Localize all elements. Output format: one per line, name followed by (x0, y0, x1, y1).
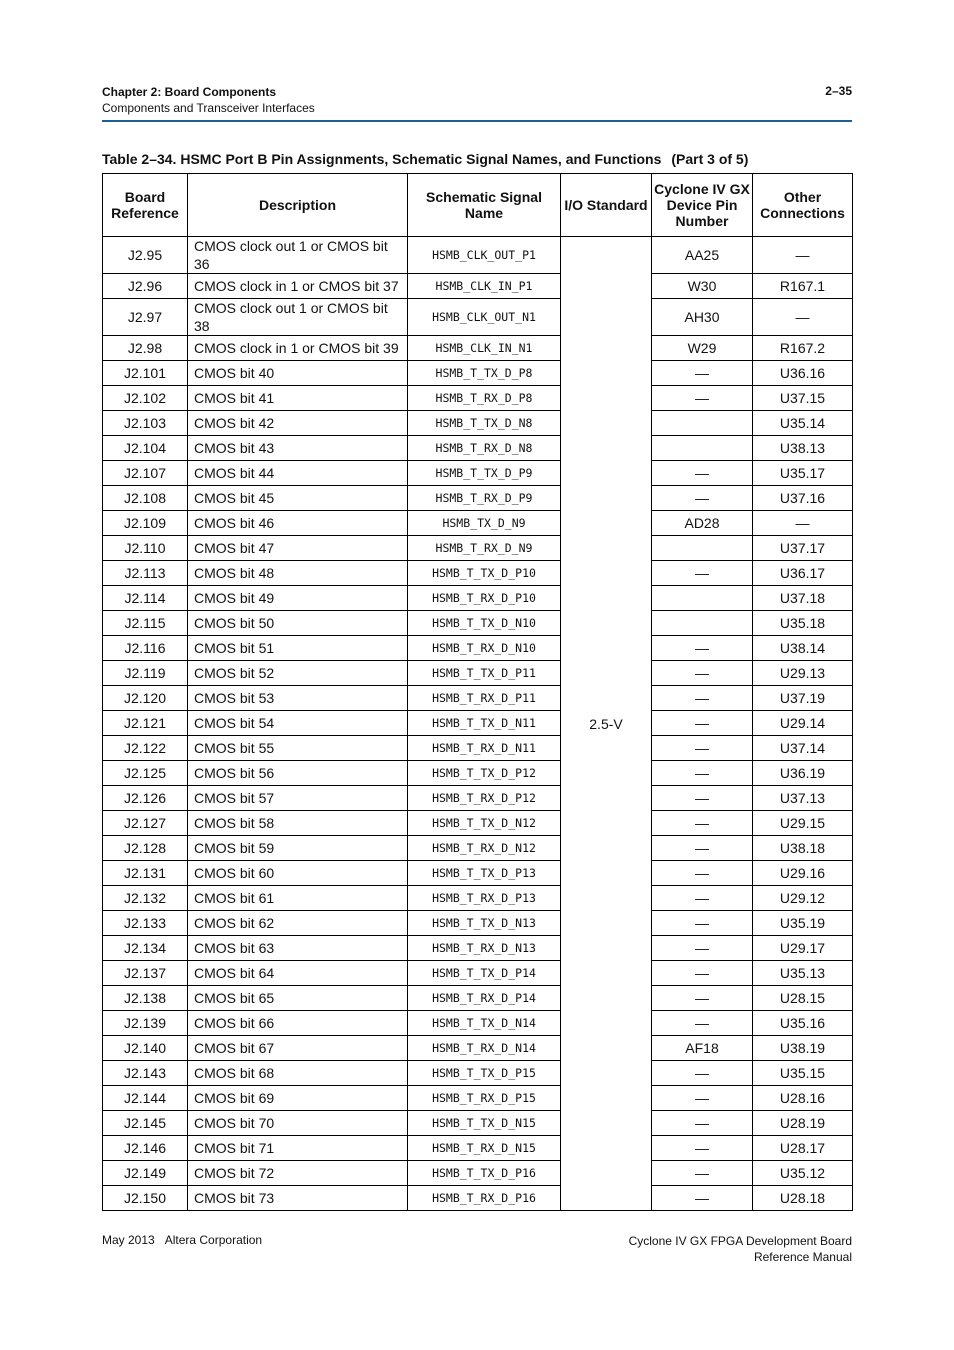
signal-name-cell: HSMB_T_TX_D_P11 (408, 661, 561, 686)
col-header-other-connections: Other Connections (753, 174, 853, 237)
board-reference-cell: J2.139 (103, 1011, 188, 1036)
board-reference-cell: J2.107 (103, 461, 188, 486)
device-pin-cell (652, 611, 753, 636)
device-pin-cell: — (652, 1186, 753, 1211)
board-reference-cell: J2.109 (103, 511, 188, 536)
signal-name-cell: HSMB_T_RX_D_P10 (408, 586, 561, 611)
table-row (103, 461, 853, 486)
device-pin-cell: — (652, 861, 753, 886)
table-row (103, 811, 853, 836)
signal-name-cell: HSMB_T_TX_D_N15 (408, 1111, 561, 1136)
other-connections-cell: U28.18 (753, 1186, 853, 1211)
device-pin-cell: — (652, 1061, 753, 1086)
table-row (103, 611, 853, 636)
device-pin-cell: — (652, 886, 753, 911)
table-row (103, 1011, 853, 1036)
board-reference-cell: J2.131 (103, 861, 188, 886)
device-pin-cell: AH30 (652, 299, 753, 336)
signal-name-cell: HSMB_T_RX_D_P15 (408, 1086, 561, 1111)
description-cell: CMOS bit 70 (188, 1111, 408, 1136)
device-pin-cell: — (652, 486, 753, 511)
col-header-device-pin-number: Cyclone IV GX Device Pin Number (652, 174, 753, 237)
device-pin-cell: — (652, 1111, 753, 1136)
device-pin-cell: — (652, 686, 753, 711)
board-reference-cell: J2.101 (103, 361, 188, 386)
board-reference-cell: J2.121 (103, 711, 188, 736)
description-cell: CMOS bit 72 (188, 1161, 408, 1186)
description-cell: CMOS bit 71 (188, 1136, 408, 1161)
board-reference-cell: J2.95 (103, 237, 188, 274)
signal-name-cell: HSMB_T_RX_D_P8 (408, 386, 561, 411)
other-connections-cell: U38.19 (753, 1036, 853, 1061)
description-cell: CMOS bit 66 (188, 1011, 408, 1036)
board-reference-cell: J2.113 (103, 561, 188, 586)
signal-name-cell: HSMB_T_TX_D_P8 (408, 361, 561, 386)
board-reference-cell: J2.134 (103, 936, 188, 961)
device-pin-cell (652, 411, 753, 436)
other-connections-cell: U29.16 (753, 861, 853, 886)
signal-name-cell: HSMB_T_RX_D_N13 (408, 936, 561, 961)
board-reference-cell: J2.119 (103, 661, 188, 686)
signal-name-cell: HSMB_T_RX_D_P16 (408, 1186, 561, 1211)
other-connections-cell: U37.14 (753, 736, 853, 761)
signal-name-cell: HSMB_T_TX_D_P13 (408, 861, 561, 886)
description-cell: CMOS bit 60 (188, 861, 408, 886)
table-row (103, 986, 853, 1011)
signal-name-cell: HSMB_T_TX_D_N8 (408, 411, 561, 436)
device-pin-cell (652, 536, 753, 561)
signal-name-cell: HSMB_CLK_OUT_P1 (408, 237, 561, 274)
table-body (103, 237, 853, 1211)
table-row (103, 786, 853, 811)
other-connections-cell: U35.18 (753, 611, 853, 636)
device-pin-cell: — (652, 461, 753, 486)
footer-date: May 2013 (102, 1233, 155, 1247)
table-row (103, 436, 853, 461)
table-row (103, 1136, 853, 1161)
device-pin-cell: — (652, 1011, 753, 1036)
other-connections-cell: U29.12 (753, 886, 853, 911)
signal-name-cell: HSMB_T_RX_D_P14 (408, 986, 561, 1011)
running-header (102, 84, 315, 116)
other-connections-cell: U38.14 (753, 636, 853, 661)
other-connections-cell: U35.17 (753, 461, 853, 486)
description-cell: CMOS clock out 1 or CMOS bit 36 (188, 237, 408, 274)
footer-left (102, 1233, 262, 1247)
page-number: 2–35 (825, 84, 852, 98)
table-row (103, 1061, 853, 1086)
other-connections-cell: U28.15 (753, 986, 853, 1011)
table-row (103, 711, 853, 736)
other-connections-cell: U37.16 (753, 486, 853, 511)
description-cell: CMOS bit 44 (188, 461, 408, 486)
board-reference-cell: J2.149 (103, 1161, 188, 1186)
board-reference-cell: J2.116 (103, 636, 188, 661)
table-row (103, 886, 853, 911)
table-header-row (103, 174, 853, 237)
device-pin-cell: — (652, 986, 753, 1011)
device-pin-cell: — (652, 386, 753, 411)
table-row (103, 511, 853, 536)
device-pin-cell: — (652, 936, 753, 961)
description-cell: CMOS bit 46 (188, 511, 408, 536)
table-row (103, 386, 853, 411)
device-pin-cell: — (652, 1136, 753, 1161)
device-pin-cell: — (652, 811, 753, 836)
chapter-title: Chapter 2: Board Components (102, 85, 277, 99)
table-row (103, 686, 853, 711)
board-reference-cell: J2.96 (103, 274, 188, 299)
board-reference-cell: J2.108 (103, 486, 188, 511)
other-connections-cell: U28.17 (753, 1136, 853, 1161)
device-pin-cell: W29 (652, 336, 753, 361)
other-connections-cell: U37.19 (753, 686, 853, 711)
device-pin-cell: AF18 (652, 1036, 753, 1061)
board-reference-cell: J2.125 (103, 761, 188, 786)
other-connections-cell: U37.15 (753, 386, 853, 411)
board-reference-cell: J2.138 (103, 986, 188, 1011)
board-reference-cell: J2.143 (103, 1061, 188, 1086)
table-row (103, 936, 853, 961)
other-connections-cell: U29.14 (753, 711, 853, 736)
other-connections-cell: U35.19 (753, 911, 853, 936)
table-row (103, 336, 853, 361)
board-reference-cell: J2.133 (103, 911, 188, 936)
signal-name-cell: HSMB_T_RX_D_P12 (408, 786, 561, 811)
col-header-description: Description (188, 174, 408, 237)
other-connections-cell: U29.13 (753, 661, 853, 686)
signal-name-cell: HSMB_CLK_OUT_N1 (408, 299, 561, 336)
description-cell: CMOS bit 57 (188, 786, 408, 811)
signal-name-cell: HSMB_T_TX_D_P14 (408, 961, 561, 986)
signal-name-cell: HSMB_T_TX_D_P16 (408, 1161, 561, 1186)
other-connections-cell: U36.19 (753, 761, 853, 786)
signal-name-cell: HSMB_T_RX_D_N8 (408, 436, 561, 461)
table-caption-part: (Part 3 of 5) (671, 151, 749, 167)
device-pin-cell: — (652, 911, 753, 936)
signal-name-cell: HSMB_T_RX_D_N11 (408, 736, 561, 761)
footer-doc-subtitle: Reference Manual (753, 1250, 852, 1264)
description-cell: CMOS bit 69 (188, 1086, 408, 1111)
other-connections-cell: R167.2 (753, 336, 853, 361)
other-connections-cell: U35.15 (753, 1061, 853, 1086)
device-pin-cell: — (652, 1161, 753, 1186)
other-connections-cell: U37.13 (753, 786, 853, 811)
board-reference-cell: J2.132 (103, 886, 188, 911)
description-cell: CMOS bit 42 (188, 411, 408, 436)
signal-name-cell: HSMB_T_TX_D_P12 (408, 761, 561, 786)
table-row (103, 561, 853, 586)
pin-assignment-table (102, 173, 853, 1211)
description-cell: CMOS bit 59 (188, 836, 408, 861)
board-reference-cell: J2.137 (103, 961, 188, 986)
table-row (103, 1186, 853, 1211)
board-reference-cell: J2.146 (103, 1136, 188, 1161)
table-row (103, 736, 853, 761)
device-pin-cell: — (652, 736, 753, 761)
description-cell: CMOS bit 73 (188, 1186, 408, 1211)
device-pin-cell (652, 586, 753, 611)
device-pin-cell: — (652, 711, 753, 736)
board-reference-cell: J2.110 (103, 536, 188, 561)
table-row (103, 1086, 853, 1111)
description-cell: CMOS bit 43 (188, 436, 408, 461)
description-cell: CMOS bit 65 (188, 986, 408, 1011)
device-pin-cell: W30 (652, 274, 753, 299)
description-cell: CMOS bit 58 (188, 811, 408, 836)
signal-name-cell: HSMB_T_TX_D_N11 (408, 711, 561, 736)
signal-name-cell: HSMB_T_RX_D_P9 (408, 486, 561, 511)
board-reference-cell: J2.102 (103, 386, 188, 411)
table-row (103, 536, 853, 561)
description-cell: CMOS bit 56 (188, 761, 408, 786)
board-reference-cell: J2.103 (103, 411, 188, 436)
description-cell: CMOS bit 50 (188, 611, 408, 636)
description-cell: CMOS bit 51 (188, 636, 408, 661)
signal-name-cell: HSMB_T_RX_D_P13 (408, 886, 561, 911)
table-caption-title: Table 2–34. HSMC Port B Pin Assignments, Schematic Signal Names, and Functions (102, 151, 662, 167)
signal-name-cell: HSMB_T_TX_D_N12 (408, 811, 561, 836)
other-connections-cell: U35.12 (753, 1161, 853, 1186)
device-pin-cell: — (652, 761, 753, 786)
description-cell: CMOS bit 52 (188, 661, 408, 686)
signal-name-cell: HSMB_T_TX_D_N13 (408, 911, 561, 936)
other-connections-cell: U38.18 (753, 836, 853, 861)
table-row (103, 237, 853, 274)
signal-name-cell: HSMB_T_RX_D_N12 (408, 836, 561, 861)
table-row (103, 1036, 853, 1061)
col-header-io-standard: I/O Standard (561, 174, 652, 237)
table-row (103, 836, 853, 861)
board-reference-cell: J2.114 (103, 586, 188, 611)
signal-name-cell: HSMB_T_TX_D_N10 (408, 611, 561, 636)
signal-name-cell: HSMB_T_RX_D_N9 (408, 536, 561, 561)
header-rule (102, 120, 852, 122)
signal-name-cell: HSMB_TX_D_N9 (408, 511, 561, 536)
description-cell: CMOS bit 41 (188, 386, 408, 411)
table-row (103, 661, 853, 686)
device-pin-cell: — (652, 361, 753, 386)
signal-name-cell: HSMB_T_TX_D_P15 (408, 1061, 561, 1086)
other-connections-cell: U28.16 (753, 1086, 853, 1111)
device-pin-cell: AD28 (652, 511, 753, 536)
table-row (103, 361, 853, 386)
description-cell: CMOS bit 67 (188, 1036, 408, 1061)
table-caption (102, 151, 748, 167)
signal-name-cell: HSMB_T_RX_D_N15 (408, 1136, 561, 1161)
description-cell: CMOS bit 53 (188, 686, 408, 711)
description-cell: CMOS bit 54 (188, 711, 408, 736)
device-pin-cell: — (652, 661, 753, 686)
description-cell: CMOS clock in 1 or CMOS bit 39 (188, 336, 408, 361)
description-cell: CMOS bit 55 (188, 736, 408, 761)
board-reference-cell: J2.127 (103, 811, 188, 836)
table-row (103, 636, 853, 661)
description-cell: CMOS clock in 1 or CMOS bit 37 (188, 274, 408, 299)
other-connections-cell: — (753, 511, 853, 536)
other-connections-cell: U38.13 (753, 436, 853, 461)
table-row (103, 911, 853, 936)
device-pin-cell: — (652, 561, 753, 586)
table-row (103, 761, 853, 786)
signal-name-cell: HSMB_T_TX_D_P9 (408, 461, 561, 486)
table-row (103, 274, 853, 299)
board-reference-cell: J2.150 (103, 1186, 188, 1211)
board-reference-cell: J2.144 (103, 1086, 188, 1111)
description-cell: CMOS clock out 1 or CMOS bit 38 (188, 299, 408, 336)
other-connections-cell: U37.17 (753, 536, 853, 561)
footer-doc-title: Cyclone IV GX FPGA Development Board (628, 1234, 852, 1248)
board-reference-cell: J2.145 (103, 1111, 188, 1136)
table-row (103, 586, 853, 611)
description-cell: CMOS bit 47 (188, 536, 408, 561)
board-reference-cell: J2.126 (103, 786, 188, 811)
device-pin-cell: — (652, 961, 753, 986)
other-connections-cell: U29.17 (753, 936, 853, 961)
device-pin-cell (652, 436, 753, 461)
other-connections-cell: R167.1 (753, 274, 853, 299)
board-reference-cell: J2.97 (103, 299, 188, 336)
device-pin-cell: — (652, 636, 753, 661)
description-cell: CMOS bit 61 (188, 886, 408, 911)
signal-name-cell: HSMB_T_TX_D_P10 (408, 561, 561, 586)
signal-name-cell: HSMB_T_RX_D_N10 (408, 636, 561, 661)
signal-name-cell: HSMB_T_RX_D_P11 (408, 686, 561, 711)
description-cell: CMOS bit 48 (188, 561, 408, 586)
table-row (103, 486, 853, 511)
description-cell: CMOS bit 62 (188, 911, 408, 936)
col-header-board-reference: Board Reference (103, 174, 188, 237)
description-cell: CMOS bit 45 (188, 486, 408, 511)
other-connections-cell: U37.18 (753, 586, 853, 611)
other-connections-cell: U36.16 (753, 361, 853, 386)
board-reference-cell: J2.122 (103, 736, 188, 761)
other-connections-cell: — (753, 237, 853, 274)
board-reference-cell: J2.128 (103, 836, 188, 861)
description-cell: CMOS bit 40 (188, 361, 408, 386)
description-cell: CMOS bit 63 (188, 936, 408, 961)
other-connections-cell: U35.16 (753, 1011, 853, 1036)
description-cell: CMOS bit 68 (188, 1061, 408, 1086)
other-connections-cell: — (753, 299, 853, 336)
device-pin-cell: — (652, 836, 753, 861)
io-standard-cell: 2.5-V (561, 237, 652, 1211)
other-connections-cell: U36.17 (753, 561, 853, 586)
signal-name-cell: HSMB_CLK_IN_N1 (408, 336, 561, 361)
footer-right (629, 1233, 852, 1265)
other-connections-cell: U29.15 (753, 811, 853, 836)
table-row (103, 411, 853, 436)
board-reference-cell: J2.104 (103, 436, 188, 461)
board-reference-cell: J2.140 (103, 1036, 188, 1061)
table-row (103, 961, 853, 986)
device-pin-cell: — (652, 1086, 753, 1111)
section-title: Components and Transceiver Interfaces (102, 101, 315, 115)
description-cell: CMOS bit 64 (188, 961, 408, 986)
table-row (103, 1161, 853, 1186)
board-reference-cell: J2.120 (103, 686, 188, 711)
table-row (103, 1111, 853, 1136)
board-reference-cell: J2.98 (103, 336, 188, 361)
description-cell: CMOS bit 49 (188, 586, 408, 611)
footer-company: Altera Corporation (164, 1233, 263, 1247)
table-row (103, 299, 853, 336)
other-connections-cell: U28.19 (753, 1111, 853, 1136)
device-pin-cell: AA25 (652, 237, 753, 274)
table-row (103, 861, 853, 886)
col-header-schematic-signal-name: Schematic Signal Name (408, 174, 561, 237)
other-connections-cell: U35.13 (753, 961, 853, 986)
board-reference-cell: J2.115 (103, 611, 188, 636)
device-pin-cell: — (652, 786, 753, 811)
signal-name-cell: HSMB_T_RX_D_N14 (408, 1036, 561, 1061)
signal-name-cell: HSMB_CLK_IN_P1 (408, 274, 561, 299)
signal-name-cell: HSMB_T_TX_D_N14 (408, 1011, 561, 1036)
other-connections-cell: U35.14 (753, 411, 853, 436)
